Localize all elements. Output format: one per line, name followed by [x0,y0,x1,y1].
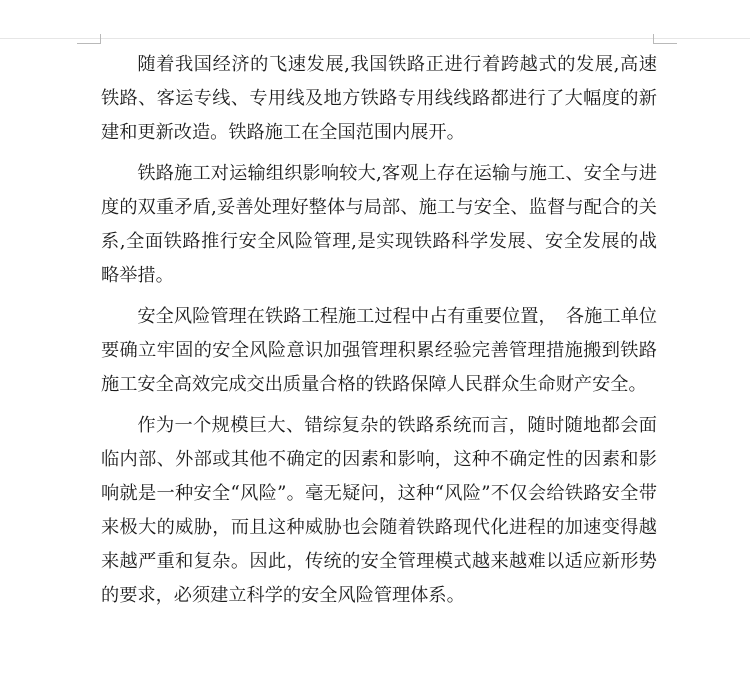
paragraph-1: 随着我国经济的飞速发展,我国铁路正进行着跨越式的发展,高速铁路、客运专线、专用线及地方铁路专用线线路都进行了大幅度的新建和更新改造。铁路施工在全国范围内展开。 [101,54,657,143]
header-divider [0,38,750,39]
paragraph-4: 作为一个规模巨大、错综复杂的铁路系统而言，随时随地都会面临内部、外部或其他不确定的因素和影响，这种不确定性的因素和影响就是一种安全“风险”。毫无疑问，这种“风险”不仅会给铁路安全带来极大的威胁，而且这种威胁也会随着铁路现代化进程的加速变得越来越严重和复杂。因此，传统的安全管理模式越来越难以适应新形势的要求，必须建立科学的安全风险管理体系。 [101,415,657,606]
document-body [101,48,657,620]
paragraph-3: 安全风险管理在铁路工程施工过程中占有重要位置， 各施工单位要确立牢固的安全风险意识加强管理积累经验完善管理措施搬到铁路施工安全高效完成交出质量合格的铁路保障人民群众生命财产安全。 [101,306,657,395]
margin-marker-top-left [77,34,101,44]
margin-marker-top-right [653,34,677,44]
paragraph-2: 铁路施工对运输组织影响较大,客观上存在运输与施工、安全与进度的双重矛盾,妥善处理好整体与局部、施工与安全、监督与配合的关系,全面铁路推行安全风险管理,是实现铁路科学发展、安全发展的战略举措。 [101,163,657,286]
